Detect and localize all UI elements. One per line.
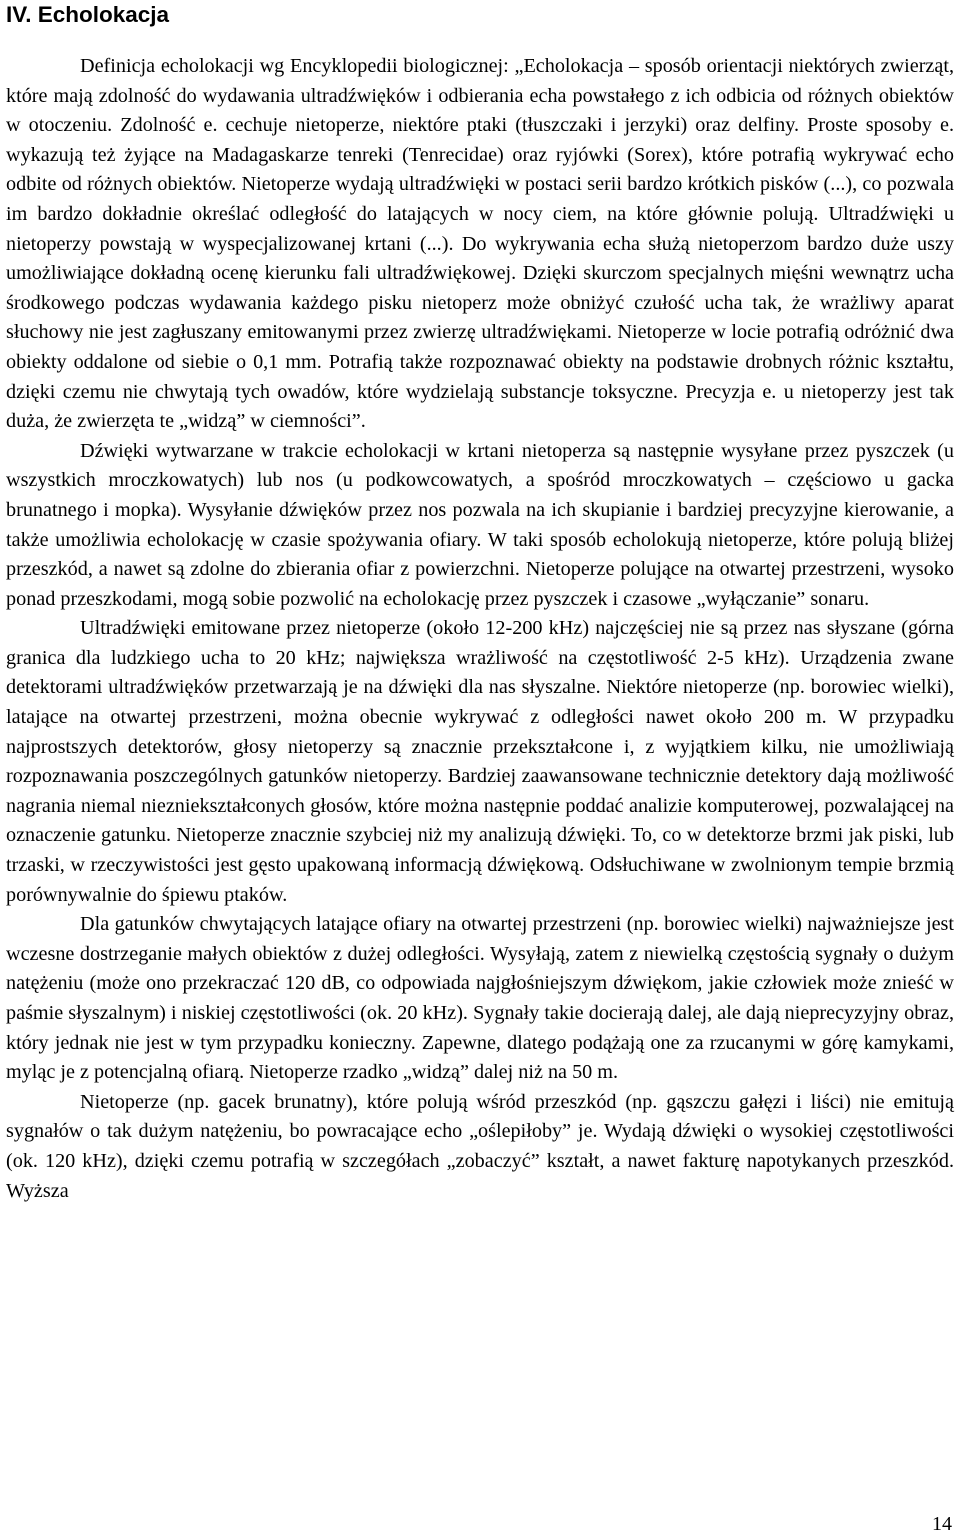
paragraph-definition: Definicja echolokacji wg Encyklopedii biologicznej: „Echolokacja – sposób orientacji niektórych zwierząt, które mają zdolność do wydawania ultradźwięków i odbierania echa powstałego z ich odbicia od różnych obiektów w otoczeniu. Zdolność e. cechuje nietoperze, niektóre ptaki (tłuszczaki i jerzyki) oraz delfiny. Proste sposoby e. wykazują też żyjące na Madagaskarze tenreki (Tenrecidae) oraz ryjówki (Sorex), które potrafią wykrywać echo odbite od różnych obiektów. Nietoperze wydają ultradźwięki w postaci serii bardzo krótkich pisków (...), co pozwala im bardzo dokładnie określać odległość do latających w nocy ciem, na które głównie polują. Ultradźwięki u nietoperzy powstają w wyspecjalizowanej krtani (...). Do wykrywania echa służą nietoperzom bardzo duże uszy umożliwiające dokładną ocenę kierunku fali ultradźwiękowej. Dzięki skurczom specjalnych mięśni wewnątrz ucha środkowego podczas wydawania każdego pisku nietoperz może obniżyć czułość ucha tak, że wrażliwy aparat słuchowy nie jest zagłuszany emitowanymi przez zwierzę ultradźwiękami. Nietoperze w locie potrafią odróżnić dwa obiekty oddalone od siebie o 0,1 mm. Potrafią także rozpoznawać obiekty na podstawie drobnych różnic kształtu, dzięki czemu nie chwytają tych owadów, które wydzielają substancje toksyczne. Precyzja e. u nietoperzy jest tak duża, że zwierzęta te „widzą” w ciemności”. (6, 55, 954, 433)
paragraph-open-space-hunters: Dla gatunków chwytających latające ofiary na otwartej przestrzeni (np. borowiec wielki) najważniejsze jest wczesne dostrzeganie małych obiektów z dużej odległości. Wysyłają, zatem z niewielką częstością sygnały o dużym natężeniu (może ono przekraczać 120 dB, co odpowiada najgłośniejszym dźwiękom, jakie człowiek może znieść w paśmie słyszalnym) i niskiej częstotliwości (ok. 20 kHz). Sygnały takie docierają dalej, ale dają nieprecyzyjny obraz, który jednak nie jest w tym przypadku konieczny. Zapewne, dlatego podążają one za rzucanymi w górę kamykami, myląc je z potencjalną ofiarą. Nietoperze rzadko „widzą” dalej niż na 50 m. (6, 913, 954, 1084)
paragraph-ultrasound-detectors: Ultradźwięki emitowane przez nietoperze (około 12-200 kHz) najczęściej nie są przez nas słyszane (górna granica dla ludzkiego ucha to 20 kHz; największa wrażliwość na częstotliwość 2-5 kHz). Urządzenia zwane detektorami ultradźwięków przetwarzają je na dźwięki dla nas słyszalne. Niektóre nietoperze (np. borowiec wielki), latające na otwartej przestrzeni, można obecnie wykrywać z odległości nawet około 200 m. W przypadku najprostszych detektorów, głosy nietoperzy są znacznie przekształcone i, z wyjątkiem kilku, nie umożliwiają rozpoznawania poszczególnych gatunków nietoperzy. Bardziej zaawansowane technicznie detektory dają możliwość nagrania niemal niezniekształconych głosów, które można następnie poddać analizie komputerowej, pozwalającej na oznaczenie gatunku. Nietoperze znacznie szybciej niż my analizują dźwięki. To, co w detektorze brzmi jak piski, lub trzaski, w rzeczywistości jest gęsto upakowaną informacją dźwiękową. Odsłuchiwane w zwolnionym tempie brzmią porównywalnie do śpiewu ptaków. (6, 617, 954, 906)
page-number: 14 (932, 1513, 952, 1535)
paragraph-obstacle-hunters: Nietoperze (np. gacek brunatny), które polują wśród przeszkód (np. gąszczu gałęzi i liści) nie emitują sygnałów o tak dużym natężeniu, bo powracające echo „oślepiłoby” je. Wydają dźwięki o wysokiej częstotliwości (ok. 120 kHz), dzięki czemu potrafią w szczegółach „zobaczyć” kształt, a nawet fakturę napotykanych przeszkód. Wyższa (6, 1090, 954, 1202)
section-heading: IV. Echolokacja (6, 2, 170, 27)
document-body (6, 52, 954, 1206)
paragraph-sound-emission: Dźwięki wytwarzane w trakcie echolokacji w krtani nietoperza są następnie wysyłane przez pyszczek (u wszystkich mroczkowatych) lub nos (u podkowcowatych, a spośród mroczkowatych – częściowo u gacka brunatnego i mopka). Wysyłanie dźwięków przez nos pozwala na ich skupianie i bardziej precyzyjne kierowanie, a także umożliwia echolokację w czasie spożywania ofiary. W taki sposób echolokują nietoperze, które polują bliżej przeszkód, a nawet są zdolne do zbierania ofiar z powierzchni. Nietoperze polujące na otwartej przestrzeni, wysoko ponad przeszkodami, mogą sobie pozwolić na echolokację przez pyszczek i czasowe „wyłączanie” sonaru. (6, 439, 954, 610)
